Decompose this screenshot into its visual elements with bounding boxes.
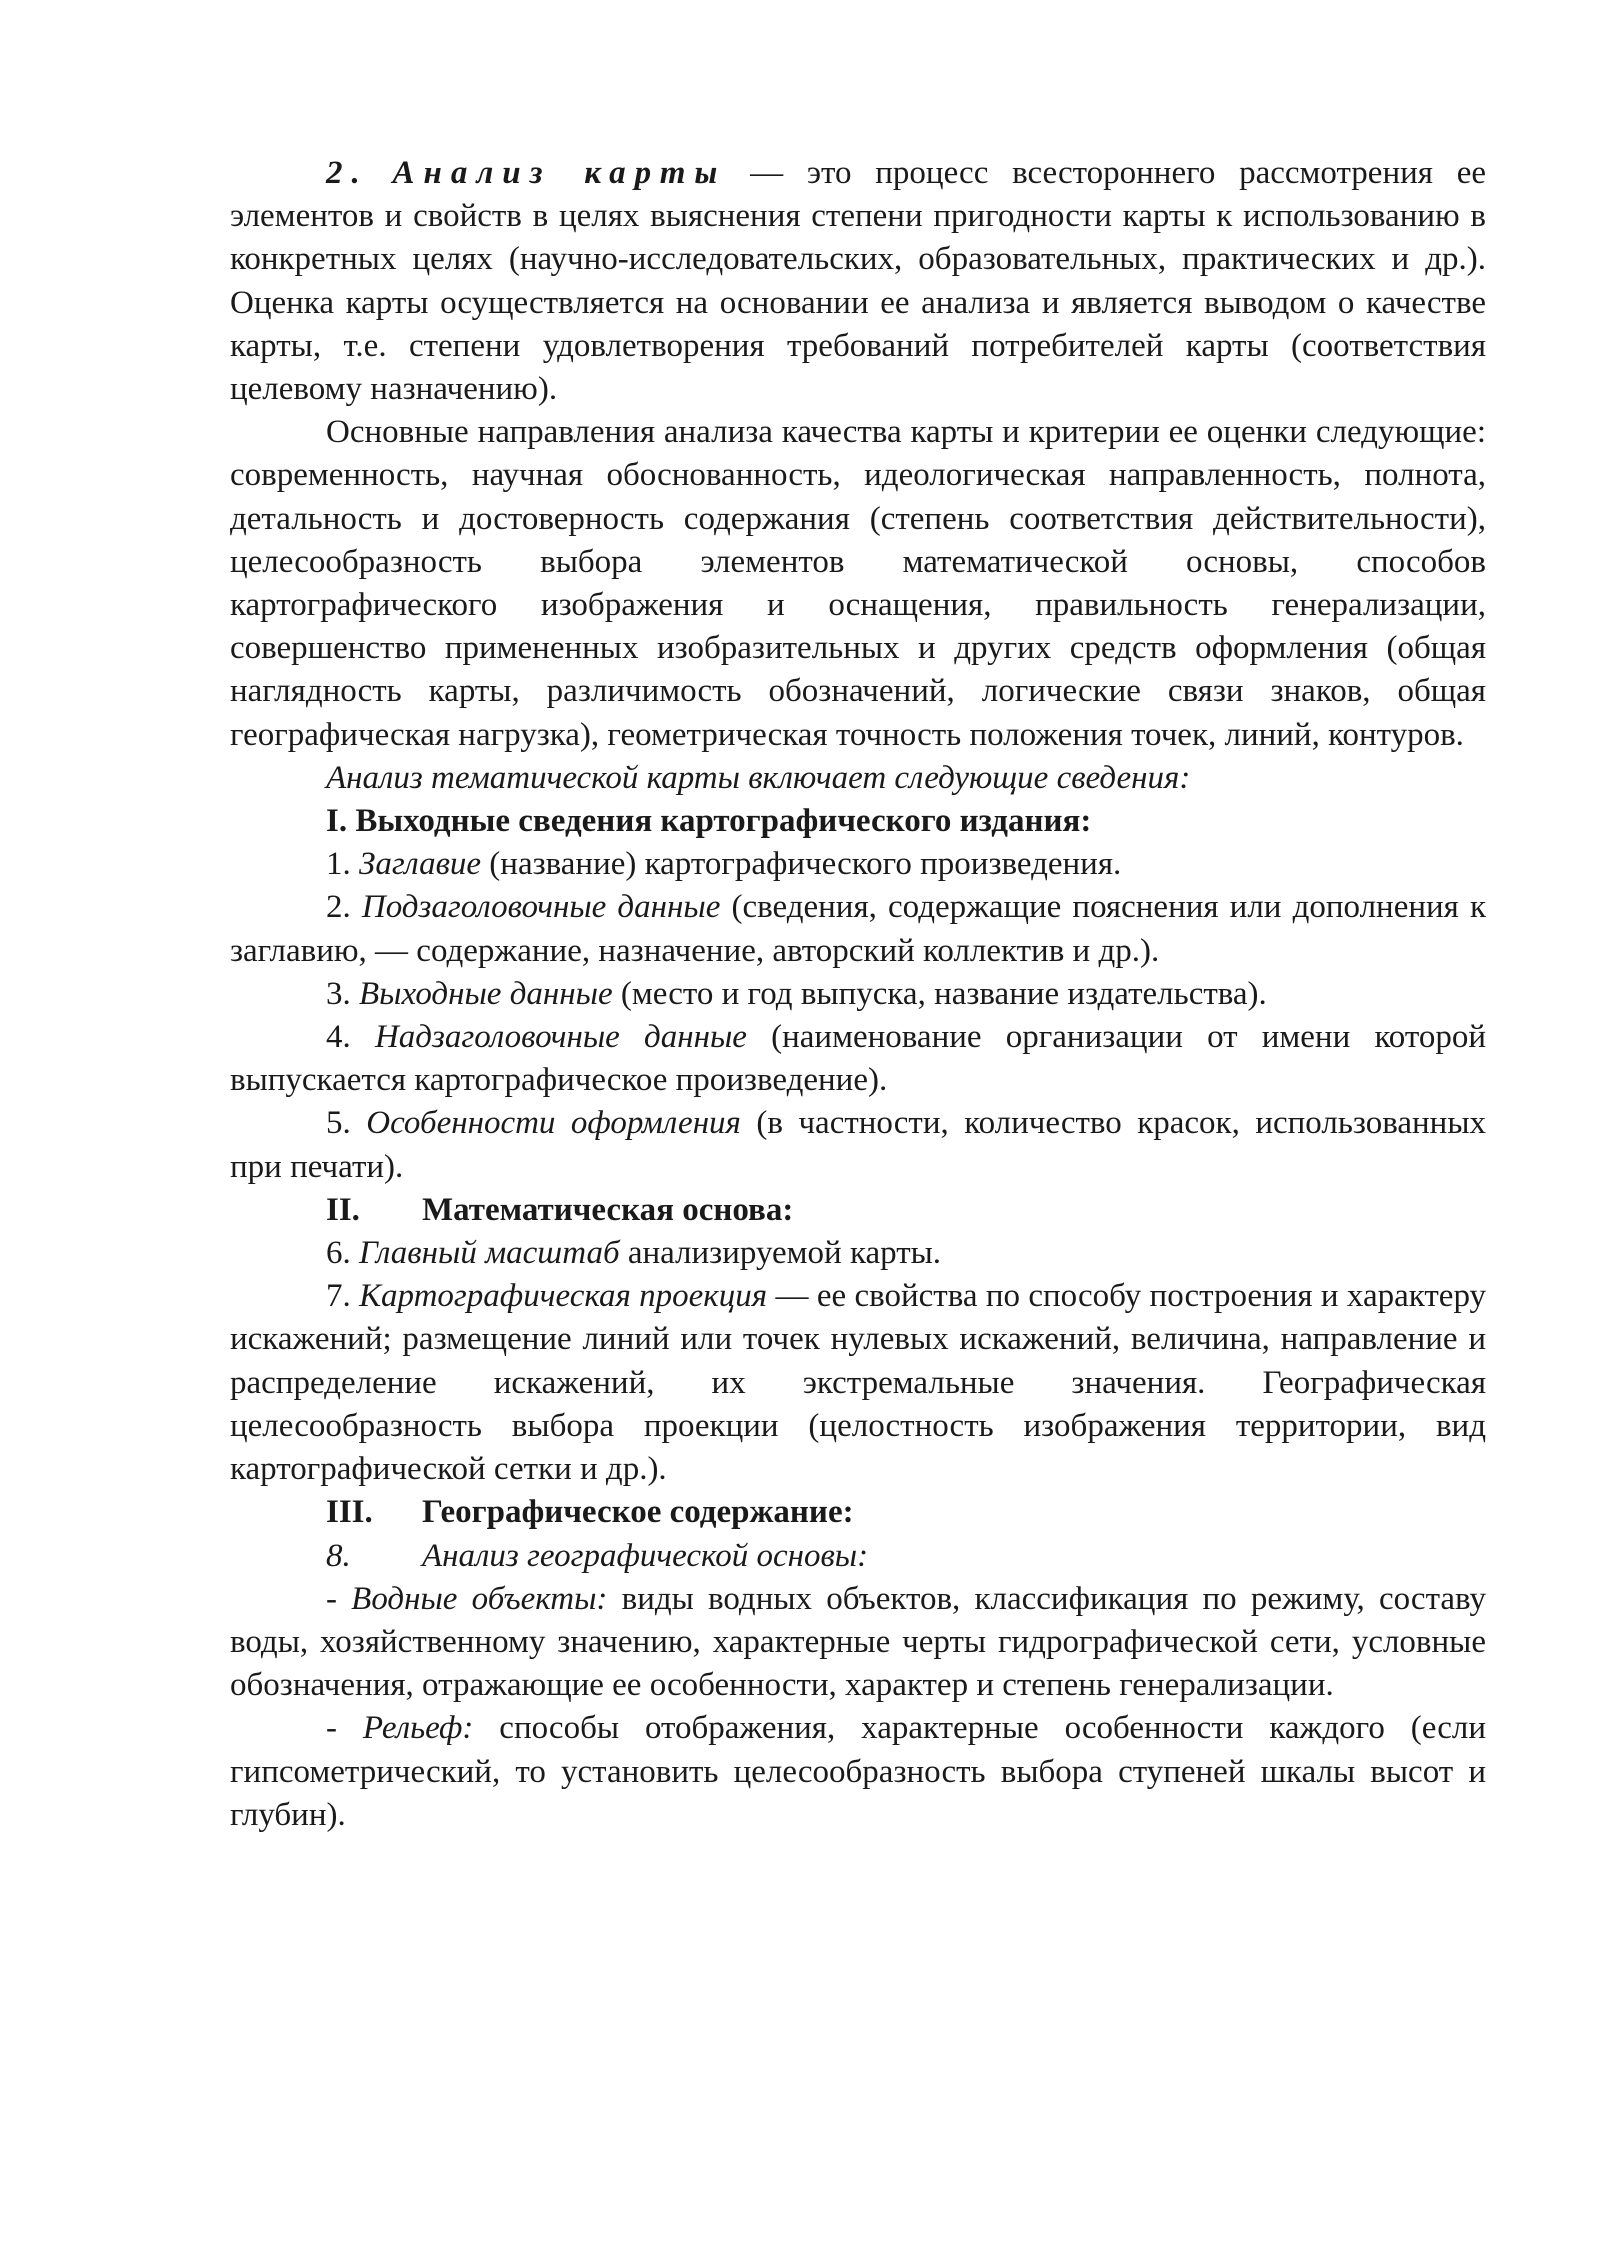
item-term: Надзаголовочные данные <box>374 1019 747 1056</box>
roman-numeral: II. <box>326 1191 360 1228</box>
item-term: Водные объекты: <box>351 1580 608 1617</box>
lead-number: 2. <box>326 155 369 191</box>
paragraph-thematic-intro <box>230 757 1486 800</box>
item-number: 7. <box>326 1278 360 1315</box>
list-item <box>230 1578 1486 1708</box>
item-term: Анализ географической основы: <box>422 1537 869 1574</box>
paragraph-text: Основные направления анализа качества карты и критерии ее оценки следующие: современность, научная обоснованность, идеологическая направленность, полнота, детальность и достоверность содержания (степень соответствия действительности), целесообразность выбора элементов математической основы, способов картографического изображения и оснащения, правильность генерализации, совершенство примененных изобразительных и других средств оформления (общая наглядность карты, различимость обозначений, логические связи знаков, общая географическая нагрузка), геометрическая точность положения точек, линий, контуров. <box>230 414 1486 753</box>
heading-text: Математическая основа: <box>422 1191 794 1228</box>
list-item <box>230 1535 1486 1578</box>
item-text: (место и год выпуска, название издательства). <box>612 975 1267 1012</box>
roman-numeral: III. <box>326 1494 373 1531</box>
document-page <box>230 152 1486 1837</box>
item-term: Картографическая проекция <box>359 1278 768 1315</box>
item-term: Особенности оформления <box>366 1105 741 1142</box>
item-text: (название) картографического произведения. <box>481 846 1122 883</box>
item-dash: - <box>326 1710 363 1747</box>
item-term: Заглавие <box>359 846 482 883</box>
item-term: Выходные данные <box>359 975 613 1012</box>
paragraph-text: — это процесс всестороннего рассмотрения ее элементов и свойств в целях выяснения степени пригодности карты к использованию в конкретных целях (научно-исследовательских, образовательных, практических и др.). Оценка карты осуществляется на основании ее анализа и является выводом о качестве карты, т.е. степени удовлетворения требований потребителей карты (соответствия целевому назначению). <box>230 155 1487 408</box>
item-text: способы отображения, характерные особенности каждого (если гипсометрический, то установить целесообразность выбора ступеней шкалы высот и глубин). <box>230 1710 1486 1833</box>
list-item <box>230 1232 1486 1275</box>
list-item <box>230 973 1486 1016</box>
paragraph-analysis-directions <box>230 411 1486 757</box>
list-item <box>230 843 1486 886</box>
paragraph-map-analysis-definition <box>230 152 1486 411</box>
paragraph-text: Анализ тематической карты включает следующие сведения: <box>326 759 1191 796</box>
item-text: — ее свойства по способу построения и характеру искажений; размещение линий или точек нулевых искажений, величина, направление и распределение искажений, их экстремальные значения. Географическая целесообразность выбора проекции (целостность изображения территории, вид картографической сетки и др.). <box>230 1278 1487 1488</box>
item-text: анализируемой карты. <box>619 1235 942 1272</box>
item-dash: - <box>326 1580 352 1617</box>
item-text: виды водных объектов, классификация по режиму, составу воды, хозяйственному значению, характерные черты гидрографической сети, условные обозначения, отражающие ее особенности, характер и степень генерализации. <box>230 1580 1486 1704</box>
item-number: 4. <box>326 1019 375 1056</box>
item-text: (сведения, содержащие пояснения или дополнения к заглавию, — содержание, назначение, авторский коллектив и др.). <box>230 889 1486 969</box>
heading-text: Географическое содержание: <box>422 1494 854 1531</box>
item-number: 8. <box>326 1537 351 1574</box>
section-heading-output-info <box>230 800 1486 843</box>
item-text: (в частности, количество красок, использованных при печати). <box>230 1105 1487 1185</box>
section-heading-math-basis <box>230 1189 1486 1232</box>
item-number: 5. <box>326 1105 367 1142</box>
item-term: Рельеф: <box>362 1710 474 1747</box>
item-term: Главный масштаб <box>359 1235 620 1272</box>
section-heading-geo-content <box>230 1491 1486 1534</box>
heading-text: I. Выходные сведения картографического издания: <box>326 803 1092 840</box>
list-item <box>230 1102 1486 1188</box>
lead-term: Анализ карты <box>392 155 727 191</box>
list-item <box>230 886 1486 972</box>
list-item <box>230 1016 1486 1102</box>
item-term: Подзаголовочные данные <box>361 889 721 926</box>
item-text: (наименование организации от имени которой выпускается картографическое произведение). <box>230 1019 1487 1099</box>
list-item <box>230 1707 1486 1837</box>
item-number: 1. <box>326 846 359 883</box>
item-number: 2. <box>326 889 362 926</box>
item-number: 3. <box>326 975 359 1012</box>
item-number: 6. <box>326 1235 359 1272</box>
list-item <box>230 1275 1486 1491</box>
